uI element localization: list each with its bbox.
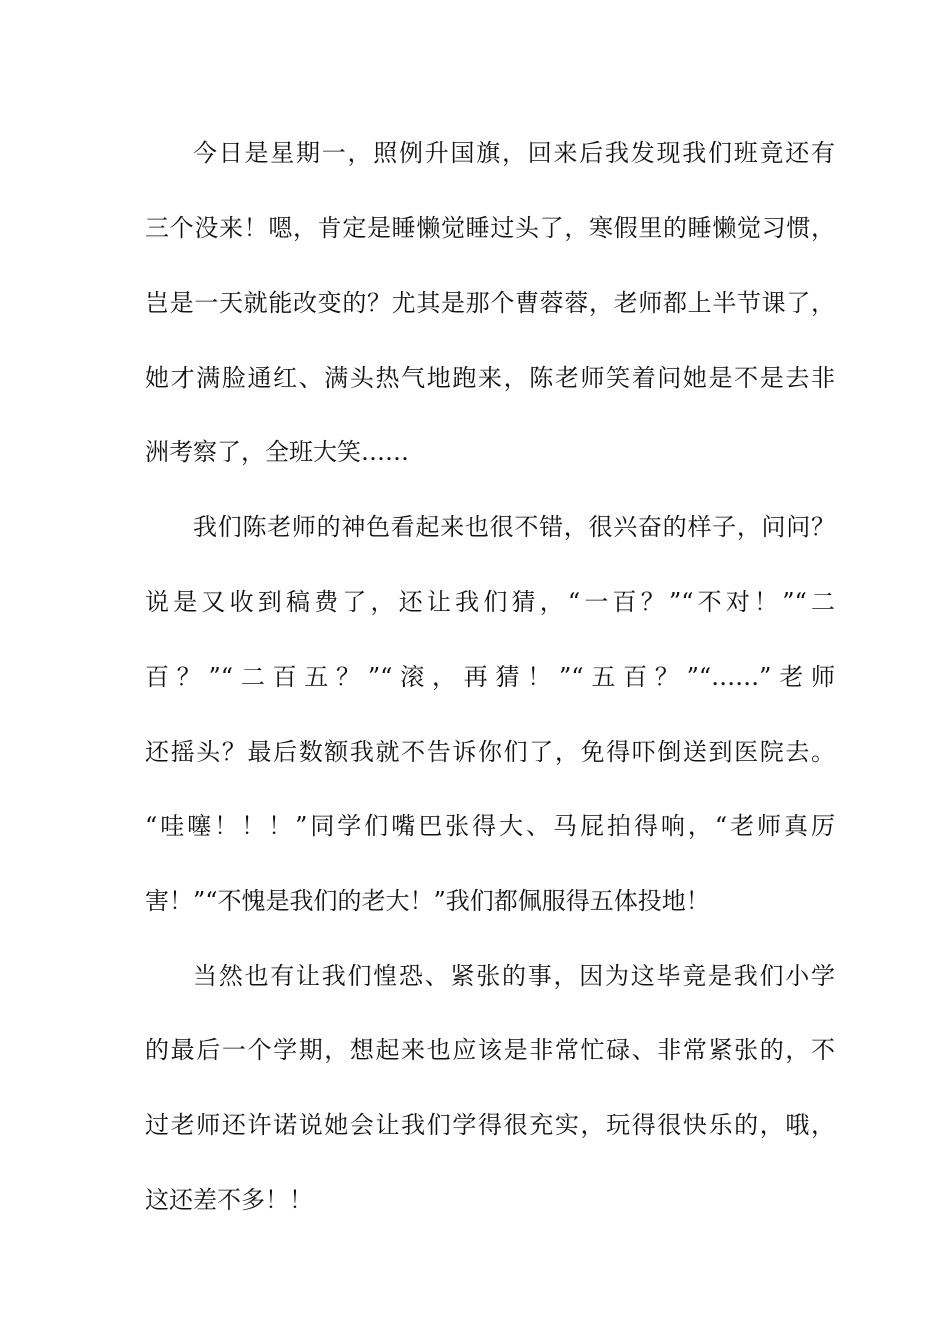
paragraph-2-line-5: “哇噻！！！”同学们嘴巴张得大、马屁拍得响，“老师真厉 <box>145 812 835 840</box>
paragraph-3-line-4: 这还差不多！！ <box>145 1186 313 1214</box>
paragraph-2-line-6: 害！”“不愧是我们的老大！”我们都佩服得五体投地！ <box>145 887 710 915</box>
paragraph-2-line-1: 我们陈老师的神色看起来也很不错，很兴奋的样子，问问？ <box>193 513 835 541</box>
paragraph-2-line-4: 还摇头？最后数额我就不告诉你们了，免得吓倒送到医院去。 <box>145 738 835 766</box>
paragraph-1-line-4: 她才满脸通红、满头热气地跑来，陈老师笑着问她是不是去非 <box>145 364 835 392</box>
paragraph-1-line-2: 三个没来！嗯，肯定是睡懒觉睡过头了，寒假里的睡懒觉习惯， <box>145 214 835 242</box>
paragraph-2-line-3: 百？”“二百五？”“滚，再猜！”“五百？”“……”老师 <box>145 663 835 691</box>
paragraph-3-line-3: 过老师还许诺说她会让我们学得很充实，玩得很快乐的，哦， <box>145 1111 835 1139</box>
paragraph-3-line-1: 当然也有让我们惶恐、紧张的事，因为这毕竟是我们小学 <box>193 962 835 990</box>
paragraph-3-line-2: 的最后一个学期，想起来也应该是非常忙碌、非常紧张的，不 <box>145 1036 835 1064</box>
paragraph-2-line-2: 说是又收到稿费了，还让我们猜，“一百？”“不对！”“二 <box>145 588 835 616</box>
paragraph-1-line-1: 今日是星期一，照例升国旗，回来后我发现我们班竟还有 <box>193 139 835 167</box>
paragraph-1-line-5: 洲考察了，全班大笑…… <box>145 438 409 466</box>
paragraph-1-line-3: 岂是一天就能改变的？尤其是那个曹蓉蓉，老师都上半节课了， <box>145 289 835 317</box>
